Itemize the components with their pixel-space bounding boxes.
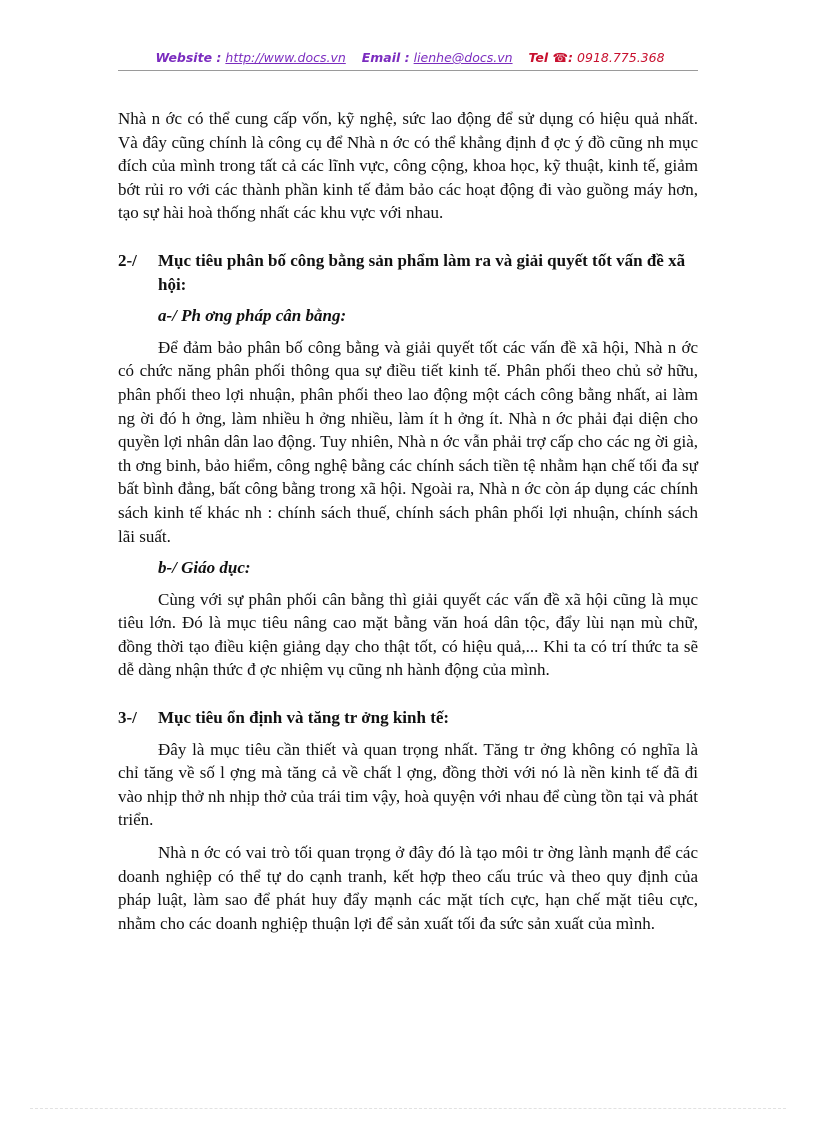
section-title: Mục tiêu phân bố công bằng sản phẩm làm ra và giải quyết tốt vấn đề xã hội: bbox=[158, 250, 686, 294]
email-label: Email : bbox=[361, 50, 410, 65]
header-divider bbox=[118, 70, 698, 71]
page-header bbox=[120, 50, 700, 65]
subheading-education: b-/ Giáo dục: bbox=[158, 558, 251, 578]
document-body bbox=[118, 107, 698, 935]
tel-label: Tel ☎: bbox=[528, 50, 574, 65]
footer-divider bbox=[30, 1108, 786, 1109]
paragraph-balance: Để đảm bảo phân bố công bằng và giải quyết tốt các vấn đề xã hội, Nhà n ớc có chức năng phân phối thông qua sự điều tiết kinh tế. Phân phối theo chủ sở hữu, phân phối theo lợi nhuận, phân phối theo lao động một cách công bằng nhất, ai làm ng ời đó h ởng, làm nhiều h ởng nhiều, làm ít h ởng ít. Nhà n ớc phải đại diện cho quyền lợi nhân dân lao động. Tuy nhiên, Nhà n ớc vẫn phải trợ cấp cho các ng ời già, th ơng binh, bảo hiểm, công nghệ bằng các chính sách tiền tệ nhằm hạn chế tối đa sự bất bình đẳng, bất công bằng trong xã hội. Ngoài ra, Nhà n ớc còn áp dụng các chính sách kinh tế khác nh : chính sách thuế, chính sách phân phối lợi nhuận, chính sách lãi suất. bbox=[118, 337, 698, 546]
section-number: 2-/ bbox=[118, 250, 137, 270]
website-label: Website : bbox=[155, 50, 222, 65]
section-title: Mục tiêu ổn định và tăng tr ởng kinh tế: bbox=[158, 708, 450, 728]
paragraph-education: Cùng với sự phân phối cân bằng thì giải quyết các vấn đề xã hội cũng là mục tiêu lớn. Đó là mục tiêu nâng cao mặt bằng văn hoá dân tộc, đẩy lùi nạn mù chữ, đồng thời tạo điều kiện giảng dạy cho thật tốt, có hiệu quả,... Khi ta có trí thức ta sẽ dễ dàng nhận thức đ ợc nhiệm vụ cũng nh hành động của mình. bbox=[118, 589, 698, 680]
paragraph-stability: Đây là mục tiêu cần thiết và quan trọng nhất. Tăng tr ởng không có nghĩa là chỉ tăng về số l ợng mà tăng cả về chất l ợng, đồng thời với nó là nền kinh tế đã đi vào nhịp thở nh nhịp thở của trái tim vậy, hoà quyện với nhau để cùng tồn tại và phát triển. bbox=[118, 739, 698, 830]
email-link[interactable]: lienhe@docs.vn bbox=[413, 50, 513, 65]
section-heading-3 bbox=[118, 706, 698, 730]
section-number: 3-/ bbox=[118, 708, 137, 728]
paragraph-intro: Nhà n ớc có thể cung cấp vốn, kỹ nghệ, sức lao động để sử dụng có hiệu quả nhất. Và đây cũng chính là công cụ để Nhà n ớc có thể khẳng định đ ợc ý đồ cũng nh mục đích của mình trong tất cả các lĩnh vực, công cộng, khoa học, kỹ thuật, kinh tế, giảm bớt rủi ro với các thành phần kinh tế đảm bảo các hoạt động đi vào guồng máy hơn, tạo sự hài hoà thống nhất các khu vực với nhau. bbox=[118, 109, 698, 223]
section-heading-2 bbox=[118, 249, 698, 296]
tel-value: 0918.775.368 bbox=[577, 50, 665, 65]
paragraph-state-role: Nhà n ớc có vai trò tối quan trọng ở đây đó là tạo môi tr ờng lành mạnh để các doanh nghiệp có thể tự do cạnh tranh, kết hợp theo cấu trúc và theo quy định của pháp luật, làm sao để phát huy đẩy mạnh các mặt tích cực, hạn chế mặt tiêu cực, nhằm cho các doanh nghiệp thuận lợi để sản xuất tối đa sức sản xuất của mình. bbox=[118, 843, 698, 933]
subheading-balance-method: a-/ Ph ơng pháp cân bằng: bbox=[158, 306, 347, 326]
website-link[interactable]: http://www.docs.vn bbox=[225, 50, 346, 65]
